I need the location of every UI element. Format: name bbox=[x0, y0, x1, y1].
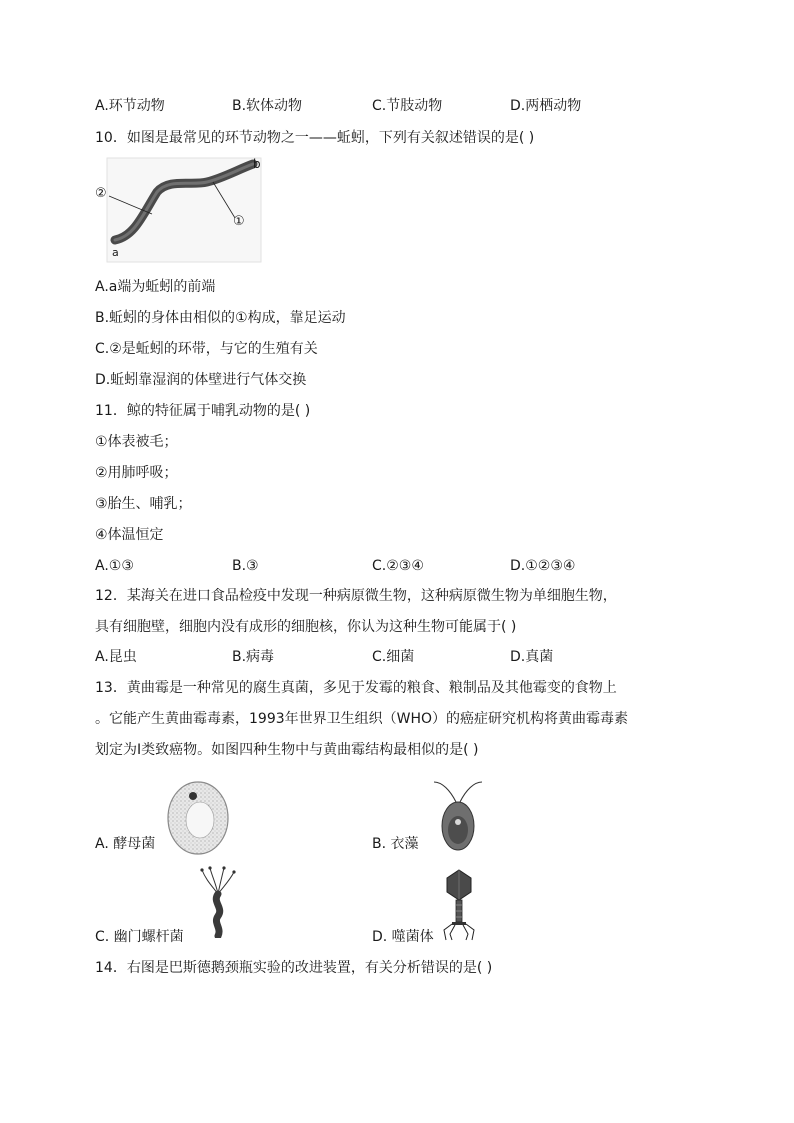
q9-option-c: C.节肢动物 bbox=[372, 98, 443, 114]
label-two: ② bbox=[95, 186, 107, 201]
label-a: a bbox=[112, 246, 119, 259]
q11-option-a: A.①③ bbox=[95, 558, 134, 574]
label-b: b bbox=[253, 157, 261, 171]
q11-item-3: ③胎生、哺乳； bbox=[95, 496, 192, 512]
q11-item-1: ①体表被毛； bbox=[95, 434, 178, 450]
q12-stem-line-2: 具有细胞壁，细胞内没有成形的细胞核，你认为这种生物可能属于( ) bbox=[95, 619, 517, 635]
q10-stem: 10．如图是最常见的环节动物之一——蚯蚓，下列有关叙述错误的是( ) bbox=[95, 130, 535, 146]
q14-stem: 14．右图是巴斯德鹅颈瓶实验的改进装置，有关分析错误的是( ) bbox=[95, 960, 493, 976]
q11-item-2: ②用肺呼吸； bbox=[95, 465, 178, 481]
helicobacter-figure bbox=[198, 866, 238, 938]
q10-option-a: A.a端为蚯蚓的前端 bbox=[95, 279, 216, 295]
earthworm-drawing bbox=[95, 156, 265, 264]
chlamydomonas-figure bbox=[430, 776, 486, 858]
q9-option-b: B.软体动物 bbox=[232, 98, 303, 114]
q11-item-4: ④体温恒定 bbox=[95, 527, 164, 543]
helicobacter-drawing bbox=[198, 866, 238, 938]
q11-stem: 11．鲸的特征属于哺乳动物的是( ) bbox=[95, 403, 311, 419]
q13-option-b: B. 衣藻 bbox=[372, 836, 419, 852]
q13-option-d: D. 噬菌体 bbox=[372, 929, 434, 945]
chlamydomonas-drawing bbox=[430, 776, 486, 858]
bacteriophage-drawing bbox=[440, 868, 478, 942]
q13-option-a: A. 酵母菌 bbox=[95, 836, 156, 852]
q11-option-b: B.③ bbox=[232, 558, 259, 574]
q12-option-d: D.真菌 bbox=[510, 649, 554, 665]
q12-option-b: B.病毒 bbox=[232, 649, 275, 665]
q13-option-c: C. 幽门螺杆菌 bbox=[95, 929, 184, 945]
q12-option-c: C.细菌 bbox=[372, 649, 415, 665]
yeast-figure bbox=[164, 776, 232, 856]
q10-option-d: D.蚯蚓靠湿润的体壁进行气体交换 bbox=[95, 372, 307, 388]
q13-stem-line-2: 。它能产生黄曲霉毒素，1993年世界卫生组织（WHO）的癌症研究机构将黄曲霉毒素 bbox=[95, 711, 629, 727]
q12-option-a: A.昆虫 bbox=[95, 649, 137, 665]
q13-stem-line-3: 划定为I类致癌物。如图四种生物中与黄曲霉结构最相似的是( ) bbox=[95, 742, 479, 758]
earthworm-figure bbox=[95, 156, 265, 264]
q10-option-b: B.蚯蚓的身体由相似的①构成，靠足运动 bbox=[95, 310, 346, 326]
q10-option-c: C.②是蚯蚓的环带，与它的生殖有关 bbox=[95, 341, 318, 357]
bacteriophage-figure bbox=[440, 868, 478, 942]
q11-option-d: D.①②③④ bbox=[510, 558, 576, 574]
q9-option-a: A.环节动物 bbox=[95, 98, 165, 114]
label-one: ① bbox=[233, 214, 245, 229]
q9-option-d: D.两栖动物 bbox=[510, 98, 582, 114]
q12-stem-line-1: 12．某海关在进口食品检疫中发现一种病原微生物，这种病原微生物为单细胞生物， bbox=[95, 588, 617, 604]
yeast-cell-drawing bbox=[164, 776, 232, 856]
q11-option-c: C.②③④ bbox=[372, 558, 424, 574]
q13-stem-line-1: 13．黄曲霉是一种常见的腐生真菌，多见于发霉的粮食、粮制品及其他霉变的食物上 bbox=[95, 680, 617, 696]
